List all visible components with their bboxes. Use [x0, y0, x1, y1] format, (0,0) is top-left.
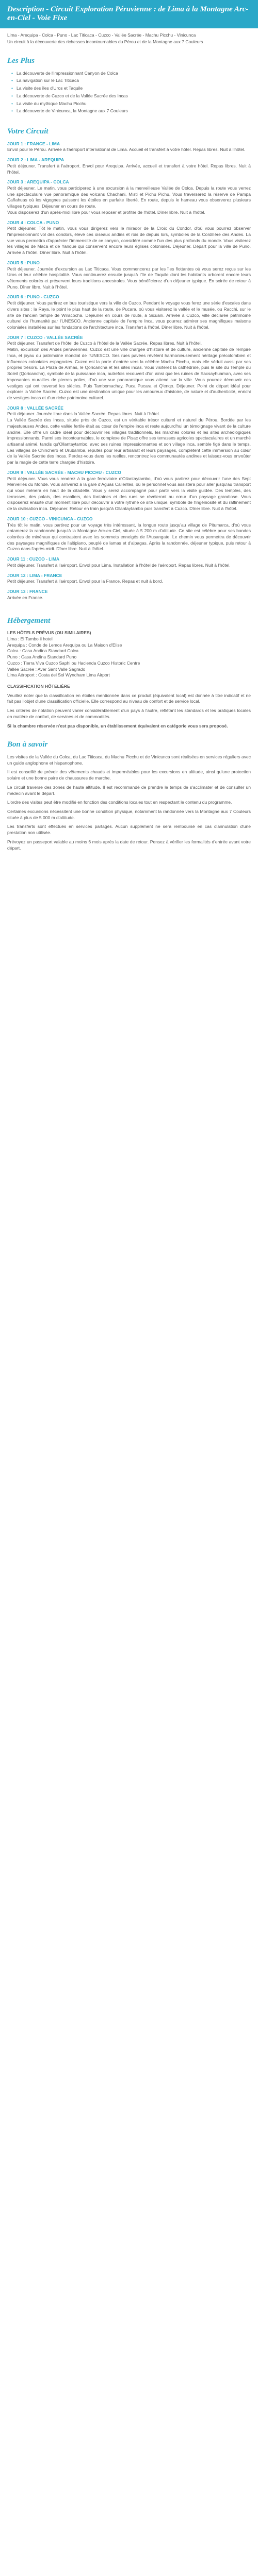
day-title: JOUR 1 : FRANCE - LIMA — [7, 141, 60, 146]
hotel-line: Cuzco : Tierra Viva Cuzco Saphi ou Hacienda Cuzco Historic Centre — [7, 660, 140, 666]
info-paragraph: Prévoyez un passeport valable au moins 6 mois après la date de retour. Pensez à vérifier les formalités d'entrée avant votre départ. — [7, 839, 251, 851]
itinerary-day — [0, 220, 258, 256]
day-title: JOUR 2 : LIMA - AREQUIPA — [7, 157, 64, 163]
day-text: Petit déjeuner. Transfert à l'aéroport. Envol pour Lima. Installation à l'hôtel de l'aéroport. Repas libres. Nuit à l'hôtel. — [7, 562, 231, 568]
info-paragraph: Il est conseillé de prévoir des vêtements chauds et imperméables pour les excursions en altitude, ainsi qu'une protection solaire et une bonne paire de chaussures de marche. — [7, 769, 251, 781]
itinerary-day — [0, 260, 258, 291]
itinerary-day — [0, 470, 258, 512]
list-item: • La visite du mythique Machu Picchu — [11, 100, 87, 106]
list-item: • La découverte de Vinicunca, la Montagne aux 7 Couleurs — [11, 108, 128, 114]
day-text: Petit déjeuner. Transfert à l'aéroport. Envol pour la France. Repas et nuit à bord. — [7, 579, 163, 584]
day-title: JOUR 8 : VALLÉE SACRÉE — [7, 405, 63, 411]
day-title: JOUR 11 : CUZCO - LIMA — [7, 556, 60, 562]
day-title: JOUR 3 : AREQUIPA - COLCA — [7, 179, 69, 185]
hotels-heading: LES HÔTELS PRÉVUS (OU SIMILAIRES) — [7, 630, 91, 636]
day-text: Petit déjeuner. Vous vous rendrez à la gare ferroviaire d'Ollantaytambo, d'où vous partirez pour découvrir l'une des Sept Merveilles du Monde. Vous arriverez à la gare d'Aguas Calientes, où le personnel vous assistera pour aller jusqu'au transport qui vous mènera en haut de la citadelle. Vous y serez accompagné pour partir vers la visite guidée. Des temples, des terrasses, des palais, des escaliers, des fontaines et des rues se révèleront au cœur d'un paysage grandiose. Vous disposerez ensuite d'un moment libre pour découvrir à votre rythme ce site unique, symbole de l'ingéniosité et du raffinement de la civilisation inca. Déjeuner. Retour en train jusqu'à Ollantaytambo puis transfert à Cuzco. Dîner libre. Nuit à l'hôtel. — [7, 476, 251, 512]
classification-note: Les critères de notation peuvent varier considérablement d'un pays à l'autre, reflétant les standards et les pratiques locales en matière de confort, de services et de commodités. — [7, 708, 251, 719]
itinerary-day — [0, 179, 258, 215]
day-title: JOUR 10 : CUZCO - VINICUNCA - CUZCO — [7, 516, 93, 521]
itinerary-day — [0, 589, 258, 601]
day-text: Petit déjeuner. Transfert à l'aéroport. Envol pour Arequipa. Arrivée, accueil et transfert à votre hôtel. Repas libres. Nuit à l'hôtel. — [7, 163, 251, 175]
day-title: JOUR 9 : VALLÉE SACRÉE - MACHU PICCHU - CUZCO — [7, 469, 121, 475]
day-title: JOUR 6 : PUNO - CUZCO — [7, 294, 59, 300]
classification-note: Si la chambre réservée n'est pas disponible, un établissement équivalent en catégorie vous sera proposé. — [7, 723, 228, 728]
bullet-icon: • — [11, 70, 13, 76]
intro-text: Un circuit à la découverte des richesses incontournables du Pérou et de la Montagne aux 7 Couleurs — [7, 39, 203, 45]
plus-list — [0, 71, 258, 114]
list-item: • La navigation sur le Lac Titicaca — [11, 78, 79, 83]
itinerary-day — [0, 141, 258, 153]
itinerary-day — [0, 294, 258, 330]
day-title: JOUR 13 : FRANCE — [7, 589, 48, 595]
section-title-hebergement: Hébergement — [7, 616, 51, 625]
itinerary-day — [0, 573, 258, 585]
description-banner — [0, 0, 258, 28]
hotel-line: Lima Aéroport : Costa del Sol Wyndham Lima Airport — [7, 672, 110, 678]
classification-heading: CLASSIFICATION HÔTELIÈRE — [7, 683, 70, 689]
itinerary-day — [0, 516, 258, 552]
bullet-icon: • — [11, 93, 13, 98]
day-text: Petit déjeuner. Le matin, vous participerez à une excursion à la merveilleuse Vallée de Colca. Depuis la route vous verrez une spectaculaire vue panoramique des volcans Chachani, Misti et Pichu Pichu. Vous traverserez la réserve de Pampa Cañahuas où les vigognes paissent les étoiles en parfaite liberté. En route, depuis le hameau vous observerez plusieurs villages typiques. Déjeuner en cours de route. Vous disposerez d'un après-midi libre pour vous reposer et profiter de l'hôtel. Dîner libre. Nuit à l'hôtel. — [7, 185, 251, 215]
itinerary-day — [0, 335, 258, 401]
hotel-line: Colca : Casa Andina Standard Colca — [7, 648, 78, 654]
bullet-icon: • — [11, 108, 13, 114]
route-summary: Lima - Arequipa - Colca - Puno - Lac Titicaca - Cuzco - Vallée Sacrée - Machu Picchu - Vinicunca — [7, 32, 196, 38]
day-title: JOUR 12 : LIMA - FRANCE — [7, 572, 62, 578]
page-title: Description - Circuit Exploration Péruvienne : de Lima à la Montagne Arc-en-Ciel - Voie Fixe — [7, 5, 249, 23]
section-title-plus: Les Plus — [7, 56, 35, 65]
day-text: Arrivée en France. — [7, 595, 43, 600]
bullet-icon: • — [11, 100, 13, 106]
list-item: • La visite des îles d'Uros et Taquile — [11, 86, 83, 91]
hotel-line: Puno : Casa Andina Standard Puno — [7, 654, 77, 660]
bullet-icon: • — [11, 86, 13, 91]
day-text: Petit déjeuner. Vous partirez en bus touristique vers la ville de Cuzco. Pendant le voyage vous ferez une série d'escales dans divers sites : la Raya, le point le plus haut de la route, de Pucara, où vous visiterez la vallée et le musée, ou Racchi, sur le site de l'ancien temple de Wiracocha. Déjeuner en cours de route, à Sicuani. Arrivée à Cuzco, ville déclarée patrimoine culturel de l'humanité par l'UNESCO. Ancienne capitale de l'empire Inca, vous pourrez admirer ses magnifiques maisons coloniales installées sur les fondations de l'architecture inca. Transfert à l'hôtel. Dîner libre. Nuit à l'hôtel. — [7, 300, 251, 330]
day-text: Petit déjeuner. Transfert de l'hôtel de Cuzco à l'hôtel de la Vallée Sacrée. Repas libres. Nuit à l'hôtel. Matin, excursion des Andes péruviennes, Cuzco est une ville chargée d'histoire et de culture, ancienne capitale de l'empire Inca, et joyau du patrimoine mondial de l'UNESCO. Ses rues pavées révèlent harmonieusement héritage précolombien et influences coloniales espagnoles. Cuzco est la porte d'entrée vers la célèbre Machu Picchu, mais elle séduit aussi par ses propres trésors. La Plaza de Armas, le Qoricancha et les sites incas. Vous visiterez la cathédrale, puis le site du Temple du Soleil (Qoricancha), symbole de la puissance inca, autrefois recouvert d'or, ainsi que les ruines de Sacsayhuaman, avec ses imposantes murailles de pierres polies, d'où une vue panoramique vous attend sur la ville. Vous pourrez découvrir ces vestiges qui ont traversé les siècles. Puis Tambomachay, Puca Pucara et Q'enqo. Déjeuner. Point de départ idéal pour explorer la Vallée Sacrée, Cuzco est une destination unique pour les amoureux d'histoire, de nature et d'authenticité, enrichi de vestiges incas et d'un riche patrimoine culturel. — [7, 341, 251, 400]
hotel-line: Arequipa : Conde de Lemos Arequipa ou La Maison d'Elise — [7, 642, 122, 648]
info-paragraph: Les transferts sont effectués en services partagés. Aucun supplément ne sera remboursé en cas d'annulation d'une prestation non utilisée. — [7, 824, 251, 836]
section-title-bon-a-savoir: Bon à savoir — [7, 740, 48, 749]
itinerary — [0, 141, 258, 601]
hotels-list — [0, 630, 258, 689]
hotel-line: Lima : El Tambo ii hotel — [7, 636, 53, 641]
info-paragraph: L'ordre des visites peut être modifié en fonction des conditions locales tout en respectant le contenu du programme. — [7, 800, 232, 805]
itinerary-day — [0, 405, 258, 466]
day-text: Petit déjeuner. Journée libre dans la Vallée Sacrée. Repas libres. Nuit à l'hôtel. La Vallée Sacrée des Incas, située près de Cuzco, est un véritable trésor culturel et naturel du Pérou. Bordée par les majestueuses Andes, cette vallée fertile était au cœur de l'empire inca et reste aujourd'hui un témoignage vivant de la culture andine. Elle offre un cadre idéal pour découvrir les villages traditionnels, les marchés colorés et les sites archéologiques impressionnants. Parmi ses incontournables, le complexe de Pisac offre ses terrasses agricoles spectaculaires et un marché artisanal animé, tandis qu'Ollantaytambo, avec ses ruines impressionnantes et son village inca, semble figé dans le temps. Les villages de Chinchero et Urubamba, réputés pour leur artisanat et leurs paysages, complètent cette immersion au cœur de la Vallée Sacrée des Incas. Perdez-vous dans les ruelles, rencontrez les communautés andines et laissez-vous envoûter par la magie de cette terre chargée d'histoire. — [7, 411, 251, 465]
bullet-icon: • — [11, 78, 13, 83]
info-paragraph: Le circuit traverse des zones de haute altitude. Il est recommandé de prendre le temps de s'acclimater et de consulter un médecin avant le départ. — [7, 784, 251, 796]
bon-a-savoir-list — [0, 754, 258, 851]
info-paragraph: Certaines excursions nécessitent une bonne condition physique, notamment la randonnée vers la Montagne aux 7 Couleurs située à plus de 5 000 m d'altitude. — [7, 808, 251, 820]
itinerary-day — [0, 157, 258, 175]
classification-note: Veuillez noter que la classification en étoiles mentionnée dans ce produit (équivalent local) est donnée à titre indicatif et ne fait pas l'objet d'une classification officielle. Elle correspond au niveau de confort et de service local. — [7, 692, 251, 704]
day-text: Petit déjeuner. Journée d'excursion au Lac Titicaca. Vous commencerez par les îles flottantes où vous serez reçus sur les Uros et leur célèbre hospitalité. Vous continuerez ensuite jusqu'à l'île de Taquile dont les habitants arborent encore leurs vêtements colorés et préservent leurs traditions ancestrales. Vous bénéficierez d'un déjeuner typique. En soirée de retour à Puno. Dîner libre. Nuit à l'hôtel. — [7, 266, 251, 290]
day-title: JOUR 5 : PUNO — [7, 260, 40, 265]
info-paragraph: Les visites de la Vallée du Colca, du Lac Titicaca, du Machu Picchu et de Vinicunca sont réalisées en services réguliers avec un guide anglophone et hispanophone. — [7, 754, 251, 766]
hotel-line: Vallée Sacrée : Aver Sant Valle Sagrado — [7, 666, 86, 672]
day-title: JOUR 7 : CUZCO - VALLÉE SACRÉE — [7, 334, 83, 340]
day-text: Très tôt le matin, vous partirez pour un voyage très intéressant, la longue route jusqu'au village de Pitumarca, d'où vous entamerez la randonnée jusqu'à la Montagne Arc-en-Ciel, située à 5 200 m d'altitude. Ce site est célèbre pour ses bandes colorées de minéraux qui contrastent avec les sommets enneigés de l'Ausangate. Le chemin vous permettra de découvrir des paysages magnifiques de l'altiplano, peuplé de lamas et d'alpagas. Après la randonnée, déjeuner typique, puis retour à Cuzco dans l'après-midi. Dîner libre. Nuit à l'hôtel. — [7, 522, 251, 552]
list-item: • La découverte de Cuzco et de la Vallée Sacrée des Incas — [11, 93, 128, 98]
list-item: • La découverte de l'impressionnant Canyon de Colca — [11, 70, 118, 76]
day-title: JOUR 4 : COLCA - PUNO — [7, 219, 59, 225]
day-text: Petit déjeuner. Tôt le matin, vous vous dirigerez vers le mirador de la Croix du Condor, d'où vous pourrez observer l'impressionnant vol des condors, élevé ces oiseaux andins et rois de depuis lors, symboles de la Cordillère des Andes. La vue vous permettra d'apprécier l'immensité de ce canyon, considéré comme l'un des plus profonds du monde. Vous visiterez les villages de Maca et de Yanque qui conservent encore leurs églises coloniales. Déjeuner. Départ pour la ville de Puno. Arrivée à l'hôtel. Dîner libre. Nuit à l'hôtel. — [7, 226, 251, 256]
day-text: Envol pour le Pérou. Arrivée à l'aéroport international de Lima. Accueil et transfert à votre hôtel. Repas libres. Nuit à l'hôtel. — [7, 147, 246, 152]
itinerary-day — [0, 556, 258, 568]
section-title-circuit: Votre Circuit — [7, 127, 49, 135]
page — [0, 0, 258, 875]
